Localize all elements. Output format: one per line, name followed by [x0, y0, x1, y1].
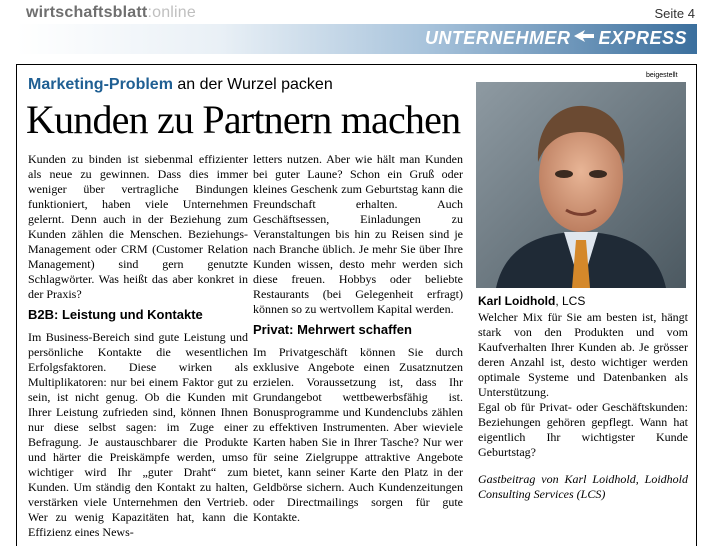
kicker-rest: an der Wurzel packen — [172, 76, 333, 93]
article-column-2 — [253, 152, 463, 525]
section-banner — [16, 24, 697, 54]
paragraph: letters nutzen. Aber wie hält man Kunden bei guter Laune? Schon ein Gruß oder kleines Geschenk zum Geburtstag kann die Freundschaft erhalten. Auch Geschäftsessen, Einladungen zu Veranstaltungen bis hin zu Reisen sind je nach Branche üblich. Je mehr Sie über Ihre Kunden wissen, desto mehr werden sich diese freuen. Hobbys oder beliebte Restaurants (bei Gelegenheit erfragt) können so zu wertvollem Kapital werden. — [253, 152, 463, 316]
banner-title-right: EXPRESS — [598, 28, 687, 48]
paragraph: Egal ob für Privat- oder Geschäftskunden: Beziehungen gehören gepflegt. Wann hat eigentlich Ihr wichtigster Kunde Geburtstag? — [478, 400, 688, 459]
paragraph: Welcher Mix für Sie am besten ist, hängt stark von den Produkten und vom Kaufverhalten Ihrer Kunden ab. Je grösser deren Anzahl ist, desto wichtiger werden optimale Systeme und Datenbanken als Unterstützung. — [478, 310, 688, 399]
byline: Gastbeitrag von Karl Loidhold, Loidhold Consulting Services (LCS) — [478, 472, 688, 501]
kicker-bold: Marketing-Problem — [28, 76, 173, 93]
article-column-3 — [478, 310, 688, 502]
photo-credit: beigestellt — [646, 72, 678, 79]
article-column-1 — [28, 152, 248, 540]
banner-title-left: UNTERNEHMER — [424, 28, 571, 48]
photo-caption — [478, 294, 585, 308]
caption-name: Karl Loidhold — [478, 294, 556, 308]
paragraph: Im Privatgeschäft können Sie durch exklusive Angebote einen Zusatznutzen erzielen. Voraussetzung ist, dass Ihr Grundangebot wettbewerbsfähig ist. Bonusprogramme und Kundenclubs zählen zu effektiven Instrumenten. Aber wieviele Karten haben Sie in Ihrer Tasche? Nur wer für seine Zielgruppe attraktive Angebote bietet, kann seiner Karte den Platz in der Geldbörse sichern. Auch Kundenzeitungen oder Directmailings sorgen für gute Kontakte. — [253, 345, 463, 524]
subheading: B2B: Leistung und Kontakte — [28, 307, 203, 322]
article-kicker — [28, 76, 333, 94]
site-logo — [26, 4, 196, 22]
subheading: Privat: Mehrwert schaffen — [253, 322, 412, 337]
banner-title — [425, 28, 687, 49]
page-number: Seite 4 — [654, 6, 695, 21]
paragraph: Kunden zu binden ist siebenmal effizienter als neue zu gewinnen. Dass dies immer weniger über vertragliche Bindungen funktioniert, haben viele Unternehmen gelernt. Denn auch in der Beziehung zum Kunden zählen die Menschen. Beziehungs-Management oder CRM (Customer Relation Management) sind gern genutzte Schlagwörter. Was heißt das aber konkret in der Praxis? — [28, 152, 248, 301]
logo-suffix: :online — [147, 4, 197, 21]
article-headline: Kunden zu Partnern machen — [26, 97, 461, 142]
paragraph: Im Business-Bereich sind gute Leistung und persönliche Kontakte die wesentlichen Erfolgsfaktoren. Diese wirken als Multiplikatoren: nur bei einem Faktor gut zu sein, ist nicht genug. Ob die Kunden mit Ihrer Leistung zufrieden sind, können Ihnen nur diese selbst sagen: im Zuge einer Befragung. Je austauschbarer die Produkte und härter die Preiskämpfe werden, umso wichtiger wird Ihr „guter Draht“ zum Kunden. Um ständig den Kontakt zu halten, verstärken viele Unternehmen den Vertrieb. Wer zu wenig Kapazitäten hat, kann die Effizienz eines News- — [28, 330, 248, 539]
portrait-photo — [476, 82, 686, 288]
logo-main: wirtschaftsblatt — [26, 4, 148, 21]
arrow-icon — [573, 28, 595, 49]
caption-company: , LCS — [555, 294, 586, 308]
